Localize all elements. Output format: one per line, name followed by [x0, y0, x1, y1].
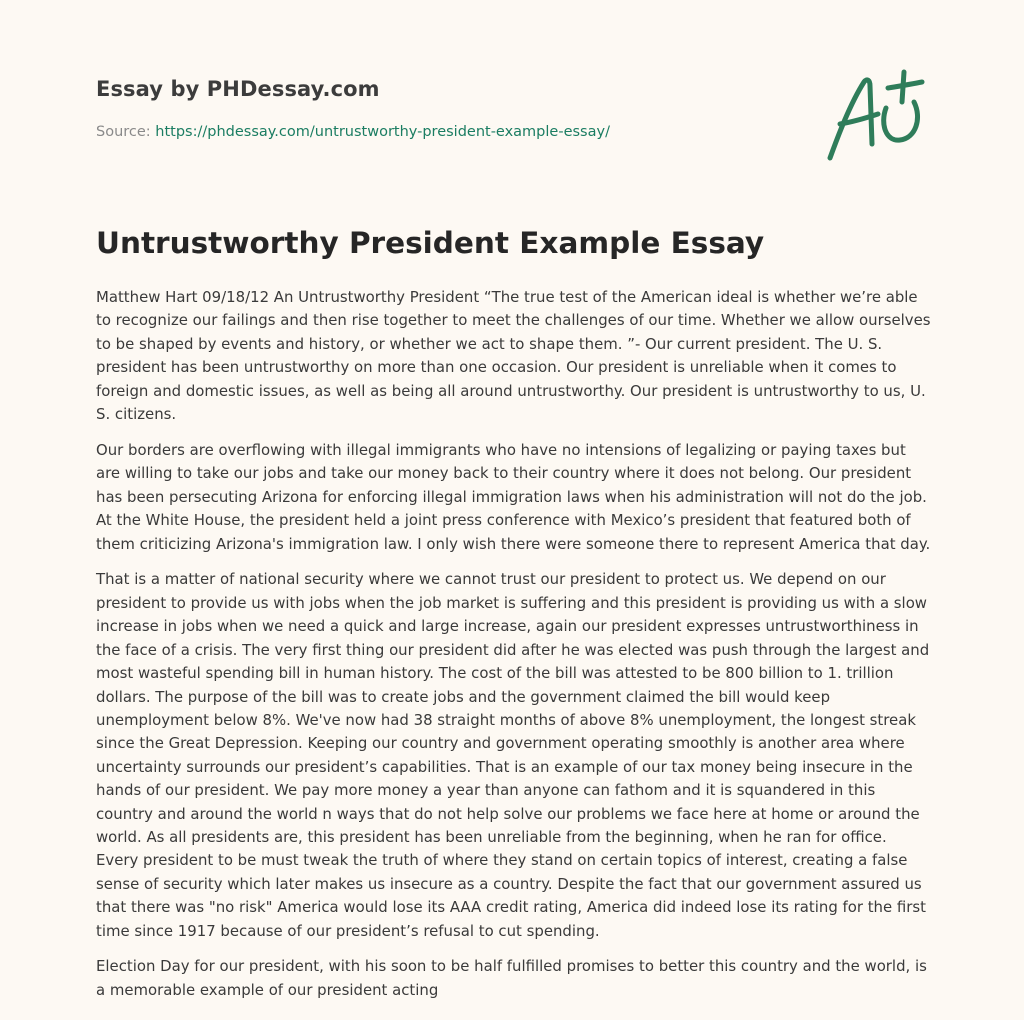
source-link[interactable]: https://phdessay.com/untrustworthy-president-example-essay/	[155, 124, 610, 140]
essay-paragraph: Election Day for our president, with his soon to be half fulfilled promises to better this country and the world, is a memorable example of our president acting	[96, 957, 927, 999]
essay-paragraph: That is a matter of national security where we cannot trust our president to protect us. We depend on our president to provide us with jobs when the job market is suffering and this president is providing us with a slow increase in jobs when we need a quick and large increase, again our president expresses untrustworthiness in the face of a crisis. The very first thing our president did after he was elected was push through the largest and most wasteful spending bill in human history. The cost of the bill was attested to be 800 billion to 1. trillion dollars. The purpose of the bill was to create jobs and the government claimed the bill would keep unemployment below 8%. We've now had 38 straight months of above 8% unemployment, the longest streak since the Great Depression. Keeping our country and government operating smoothly is another area where uncertainty surrounds our president’s capabilities. That is an example of our tax money being insecure in the hands of our president. We pay more money a year than anyone can fathom and it is squandered in this country and around the world n ways that do not help solve our problems we face here at home or around the world. As all presidents are, this president has been unreliable from the beginning, when he ran for office. Every president to be must tweak the truth of where they stand on certain topics of interest, creating a false sense of security which later makes us insecure as a country. Despite the fact that our government assured us that there was "no risk" America would lose its AAA credit rating, America did indeed lose its rating for the first time since 1917 because of our president’s refusal to cut spending.	[96, 570, 930, 940]
essay-title: Untrustworthy President Example Essay	[96, 226, 765, 260]
essay-paragraph: Matthew Hart 09/18/12 An Untrustworthy President “The true test of the American ideal is whether we’re able to recognize our failings and then rise together to meet the challenges of our time. Whether we allow ourselves to be shaped by events and history, or whether we act to shape them. ”- Our current president. The U. S. president has been untrustworthy on more than one occasion. Our president is unreliable when it comes to foreign and domestic issues, as well as being all around untrustworthy. Our president is untrustworthy to us, U. S. citizens.	[96, 288, 931, 424]
source-line	[96, 124, 610, 140]
essay-body	[96, 286, 932, 1015]
a-plus-grade-icon	[820, 66, 932, 166]
source-label: Source:	[96, 124, 156, 140]
essay-paragraph: Our borders are overflowing with illegal immigrants who have no intensions of legalizing or paying taxes but are willing to take our jobs and take our money back to their country where it does not belong. Our president has been persecuting Arizona for enforcing illegal immigration laws when his administration will not do the job. At the White House, the president held a joint press conference with Mexico’s president that featured both of them criticizing Arizona's immigration law. I only wish there were someone there to represent America that day.	[96, 440, 931, 553]
site-title: Essay by PHDessay.com	[96, 77, 380, 101]
